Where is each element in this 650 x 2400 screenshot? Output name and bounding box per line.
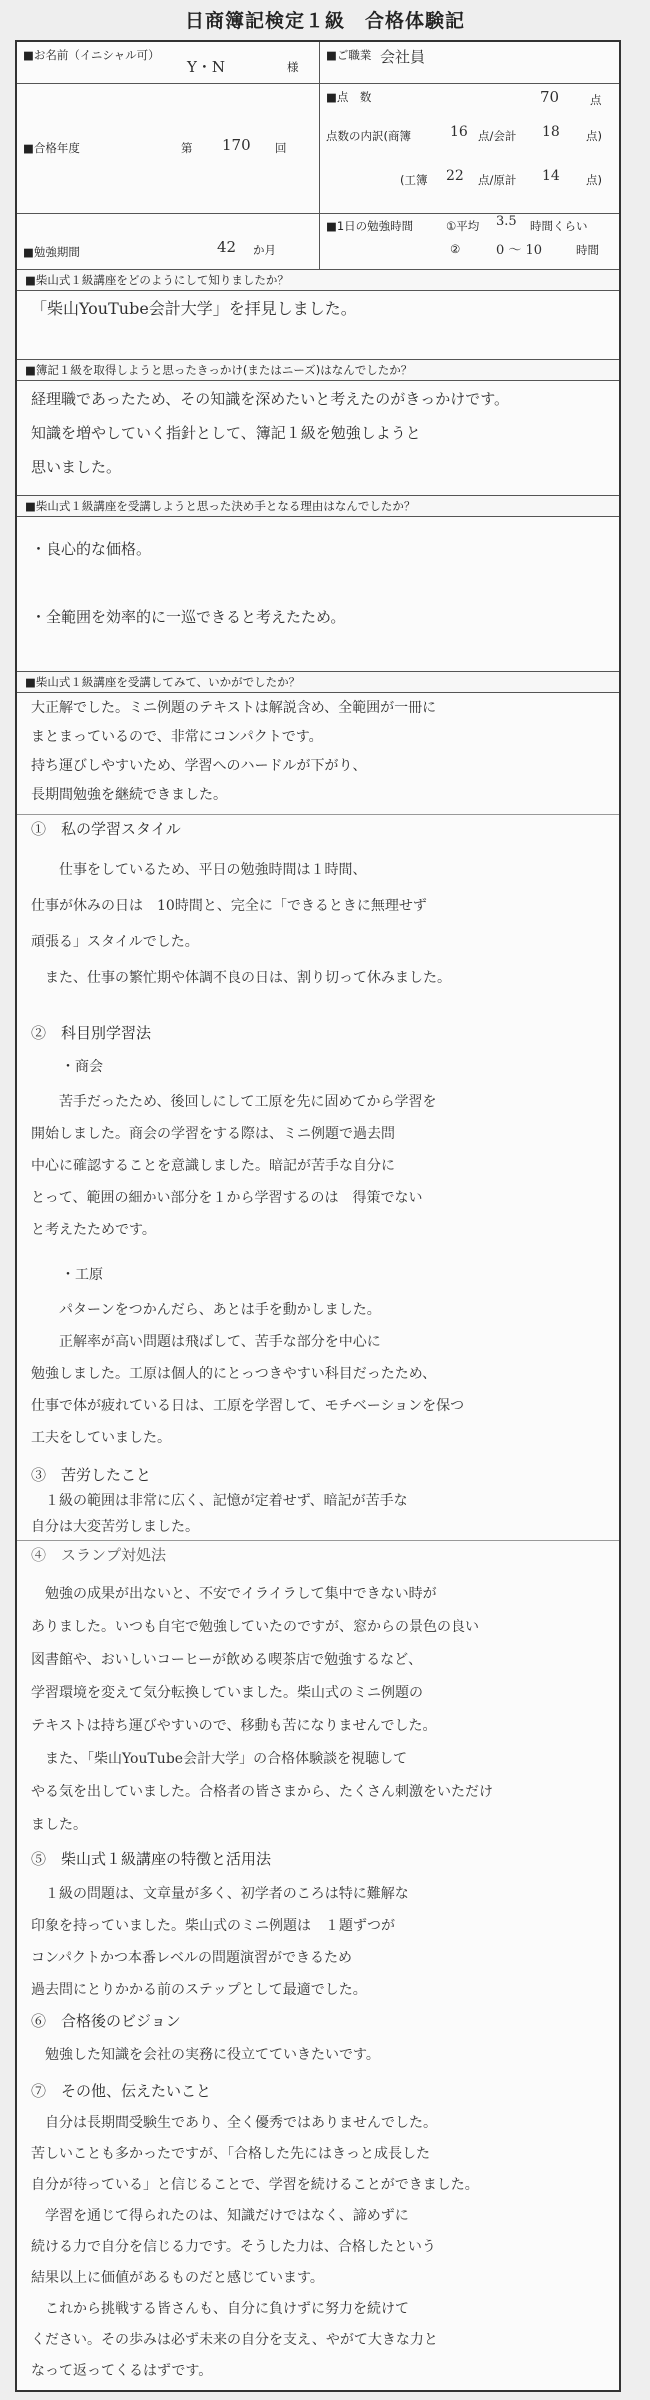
period-label: ■勉強期間 — [23, 245, 80, 259]
year-label: ■合格年度 — [23, 141, 80, 155]
section-5-body: １級の問題は、文章量が多く、初学者のころは特に難解な 印象を持っていました。柴山式のミニ例題は １題ずつが コンパクトかつ本番レベルの問題演習ができるため 過去問にとりかかる前のステップとして最適でした。 — [31, 1886, 409, 1998]
score-label: ■点 数 — [326, 90, 372, 104]
q4-question: ■柴山式１級講座を受講してみて、いかがでしたか？ — [17, 672, 619, 693]
year-prefix: 第 — [181, 141, 193, 155]
section-6-body: 勉強した知識を会社の実務に役立てていきたいです。 — [31, 2047, 380, 2063]
section-1-body: 仕事をしているため、平日の勉強時間は１時間、 仕事が休みの日は 10時間と、完全に「できるときに無理せず 頑張る」スタイルでした。 また、仕事の繁忙期や体調不良の日は、割り切って休みました。 — [31, 862, 451, 986]
genka-unit: 点) — [586, 173, 602, 187]
section-4-body: 勉強の成果が出ないと、不安でイライラして集中できない時が ありました。いつも自宅で勉強していたのですが、窓からの景色の良い 図書館や、おいしいコーヒーが飲める喫茶店で勉強するなど、 学習環境を変えて気分転換していました。柴山式のミニ例題の テキストは持ち運びやすいので、移動も苦になりませんでした。 また、「柴山YouTube会計大学」の合格体験談を視聴して やる気を出していました。合格者の皆さまから、たくさん刺激をいただけ ました。 — [31, 1586, 493, 1833]
q3-answer: ・良心的な価格。 ・全範囲を効率的に一巡できると考えたため。 — [31, 540, 346, 626]
name-suffix: 様 — [287, 60, 299, 74]
kogyo-label: (工簿 — [400, 173, 428, 187]
kogyo-value: 22 — [446, 168, 464, 184]
occupation-value: 会社員 — [380, 48, 426, 66]
year-cell — [17, 84, 320, 214]
year-suffix: 回 — [275, 141, 287, 155]
score-cell — [320, 84, 619, 214]
name-cell — [17, 42, 320, 84]
score-value: 70 — [540, 88, 560, 106]
q1-question: ■柴山式１級講座をどのようにして知りましたか？ — [17, 270, 619, 291]
q4-answer: 大正解でした。ミニ例題のテキストは解説含め、全範囲が一冊に まとまっているので、非常にコンパクトです。 持ち運びしやすいため、学習へのハードルが下がり、 長期間勉強を継続できました。 — [31, 700, 437, 803]
occupation-label: ■ご職業 — [326, 48, 372, 62]
q2-block — [17, 360, 619, 496]
section-7-body: 自分は長期間受験生であり、全く優秀ではありませんでした。 苦しいことも多かったですが、「合格した先にはきっと成長した 自分が待っている」と信じることで、学習を続けることができました。 学習を通じて得られたのは、知識だけではなく、諦めずに 続ける力で自分を信じる力です。そうした力は、合格したという 結果以上に価値があるものだと感じています。 これから挑戦する皆さんも、自分に負けずに努力を続けて ください。その歩みは必ず未来の自分を支え、やがて大きな力と なって返ってくるはずです。 — [31, 2115, 479, 2379]
q4-block — [17, 672, 619, 2394]
attached-sheet-divider — [17, 814, 619, 815]
section-2-body-1: 苦手だったため、後回しにして工原を先に固めてから学習を 開始しました。商会の学習をする際は、ミニ例題で過去問 中心に確認することを意識しました。暗記が苦手な自分に とって、範囲の細かい部分を１から学習するのは 得策でない と考えたためです。 — [31, 1094, 437, 1238]
section-5-heading: ⑤ 柴山式１級講座の特徴と活用法 — [31, 1850, 272, 1868]
kaikei-label: 点/会計 — [478, 129, 517, 143]
daily-cell — [320, 214, 619, 270]
genka-value: 14 — [542, 168, 560, 184]
daily-label: ■1日の勉強時間 — [326, 219, 414, 233]
q1-answer: 「柴山YouTube会計大学」を拝見しました。 — [31, 299, 357, 318]
kaikei-value: 18 — [542, 124, 560, 140]
section-4-heading: ④ スランプ対処法 — [31, 1546, 167, 1564]
section-3-heading: ③ 苦労したこと — [31, 1466, 152, 1484]
year-value: 170 — [222, 136, 251, 154]
score-unit: 点 — [590, 93, 602, 107]
q3-question: ■柴山式１級講座を受講しようと思った決め手となる理由はなんでしたか？ — [17, 496, 619, 517]
page-title: 日商簿記検定１級 合格体験記 — [184, 10, 465, 32]
section-3-body: １級の範囲は非常に広く、記憶が定着せず、暗記が苦手な 自分は大変苦労しました。 — [31, 1493, 408, 1535]
kaikei-unit: 点) — [586, 129, 602, 143]
breakdown-label: 点数の内訳(商簿 — [326, 129, 411, 143]
q3-block — [17, 496, 619, 672]
section-6-heading: ⑥ 合格後のビジョン — [31, 2012, 181, 2030]
section-2-sub-2: ・工原 — [61, 1267, 103, 1283]
q2-answer: 経理職であったため、その知識を深めたいと考えたのがきっかけです。 知識を増やしていく指針として、簿記１級を勉強しようと 思いました。 — [31, 390, 510, 476]
section-7-heading: ⑦ その他、伝えたいこと — [31, 2082, 212, 2100]
genka-label: 点/原計 — [478, 173, 517, 187]
q1-block — [17, 270, 619, 360]
q2-question: ■簿記１級を取得しようと思ったきっかけ(またはニーズ)はなんでしたか？ — [17, 360, 619, 381]
daily-range-value: 0 〜 10 — [496, 243, 543, 258]
shobo-value: 16 — [450, 124, 468, 140]
name-value: Y・N — [187, 58, 226, 76]
daily-avg-label: ①平均 — [446, 219, 480, 233]
section-2-sub-1: ・商会 — [61, 1059, 103, 1075]
daily-range-unit: 時間 — [576, 243, 599, 257]
experience-form — [15, 40, 621, 2392]
daily-range-label: ② — [450, 242, 461, 256]
daily-avg-unit: 時間くらい — [530, 219, 588, 233]
section-1-heading: ① 私の学習スタイル — [31, 820, 181, 838]
period-value: 42 — [217, 238, 237, 256]
second-sheet-divider — [17, 1540, 619, 1541]
daily-avg-value: 3.5 — [496, 214, 517, 229]
name-label: ■お名前（イニシャル可） — [23, 48, 160, 62]
period-unit: か月 — [253, 243, 276, 257]
period-cell — [17, 214, 320, 270]
occupation-cell — [320, 42, 619, 84]
section-2-body-2: パターンをつかんだら、あとは手を動かしました。 正解率が高い問題は飛ばして、苦手な部分を中心に 勉強しました。工原は個人的にとっつきやすい科目だったため、 仕事で体が疲れている日は、工原を学習して、モチベーションを保つ 工夫をしていました。 — [31, 1302, 465, 1446]
section-2-heading: ② 科目別学習法 — [31, 1024, 152, 1042]
